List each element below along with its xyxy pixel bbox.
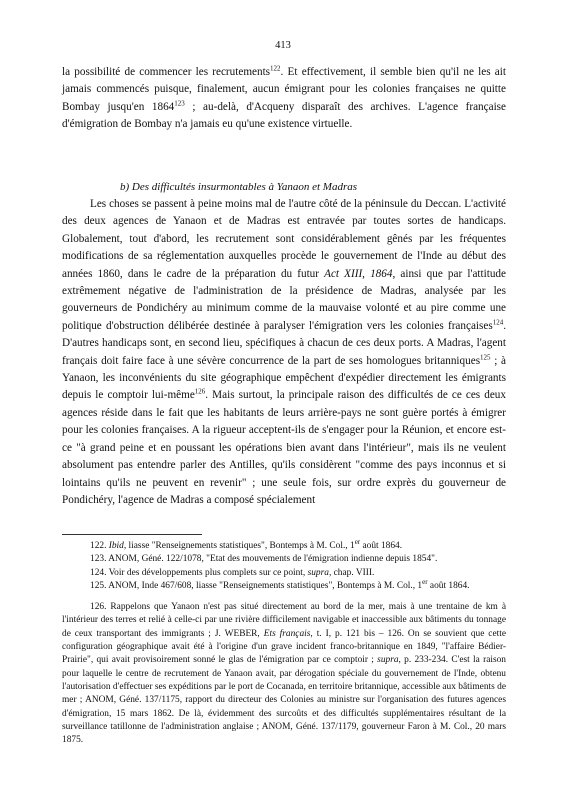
footnote-ref-126[interactable]: 126 (194, 387, 206, 396)
footnote-ref-123[interactable]: 123 (174, 99, 185, 108)
footnote-122: 122. Ibid, liasse "Renseignements statistiques", Bontemps à M. Col., 1er août 1864. (90, 537, 403, 551)
footnote-123: 123. ANOM, Géné. 122/1078, "Etat des mouvements de l'émigration indienne depuis 1854". (90, 554, 438, 565)
section-heading: b) Des difficultés insurmontables à Yanaon et Madras (120, 181, 358, 193)
footnotes (62, 537, 506, 747)
footnote-separator (62, 534, 202, 535)
footnote-ref-122[interactable]: 122 (270, 64, 281, 73)
footnote-ref-124[interactable]: 124 (492, 318, 504, 327)
footnote-124: 124. Voir des développements plus complets sur ce point, supra, chap. VIII. (90, 567, 375, 578)
page-number: 413 (275, 40, 291, 51)
footnote-ref-125[interactable]: 125 (480, 352, 491, 361)
main-paragraph: Les choses se passent à peine moins mal de l'autre côté de la péninsule du Deccan. L'activité des deux agences de Yanaon et de Madras est entravée par toutes sortes de handicaps. Globalement, tout d'abord, les recrutement sont considérablement gênés par les fréquentes modifications de sa réglementation auxquelles procède le gouvernement de l'Inde au début des années 1860, dans le cadre de la préparation du futur Act XIII, 1864, ainsi que par l'attitude extrêmement négative de l'administration de la présidence de Madras, analysée par les gouverneurs de Pondichéry au minimum comme de la mauvaise volonté et au pire comme une politique d'obstruction délibérée destinée à paralyser l'émigration vers les colonies françaises$^{124}$. D'autres handicaps sont, en second lieu, spécifiques à chacun de ces deux ports. A Madras, l'agent français doit faire face à une sévère concurrence de la part de ses homologues britanniques$^{125}$ ; à Yanaon, les inconvénients du site géographique empêchent d'expédier directement les émigrants depuis le comptoir lui-même$^{126}$. Mais surtout, la principale raison des difficultés de ce ces deux agences réside dans le fait que les habitants de leurs arrière-pays ne sont guère portés à émigrer pour les colonies françaises. A la rigueur acceptent-ils de s'engager pour la Réunion, et encore est-ce "à grand peine et en poussant les opérations bien avant dans l'intérieur", mais ils ne veulent absolument pas entendre parler des Antilles, qu'ils considèrent "comme des pays inconnus et si lointains qu'ils ne peuvent en revenir" ; une seule fois, sur ordre exprès du gouverneur de Pondichéry, l'agence de Madras a composé spécialement (62, 198, 506, 506)
footnote-126: 126. Rappelons que Yanaon n'est pas situé directement au bord de la mer, mais à une trentaine de km à l'intérieur des terres et relié à celle-ci par une rivière difficilement navigable et inaccessible aux bâtiments du tonnage de ceux transportant des immigrants ; J. WEBER, Ets français, t. I, p. 121 bis – 126. On se souvient que cette configuration géographique avait été à l'origine d'un grave incident franco-britannique en 1849, "l'affaire Bédier-Prairie", qui avait provisoirement sonné le glas de l'émigration par ce comptoir ; supra, p. 233-234. C'est la raison pour laquelle le centre de recrutement de Yanaon avait, par dérogation spéciale du gouvernement de l'Inde, obtenu l'autorisation d'effectuer ses expéditions par le port de Cocanada, en territoire britannique, accessible aux bâtiments de mer ; ANOM, Géné. 137/1175, rapport du directeur des Colonies au ministre sur l'organisation des futures agences d'émigration, 15 mars 1862. De là, évidemment des surcoûts et des difficultés supplémentaires résultant de la surveillance tatillonne de l'administration anglaise ; ANOM, Géné. 137/1179, gouverneur Faron à M. Col., 20 mars 1875. (62, 602, 506, 746)
intro-paragraph: la possibilité de commencer les recrutements$^{122}$. Et effectivement, il semble bien qu'il ne les ait jamais commencés puisque, finalement, aucun émigrant pour les colonies françaises ne quitte Bombay jusqu'en 1864$^{123}$ ; au-delà, d'Acqueny disparaît des archives. L'agence française d'émigration de Bombay n'a jamais eu qu'une existence virtuelle. (62, 64, 506, 131)
footnote-125: 125. ANOM, Inde 467/608, liasse "Renseignements statistiques", Bontemps à M. Col., 1er août 1864. (90, 577, 470, 591)
